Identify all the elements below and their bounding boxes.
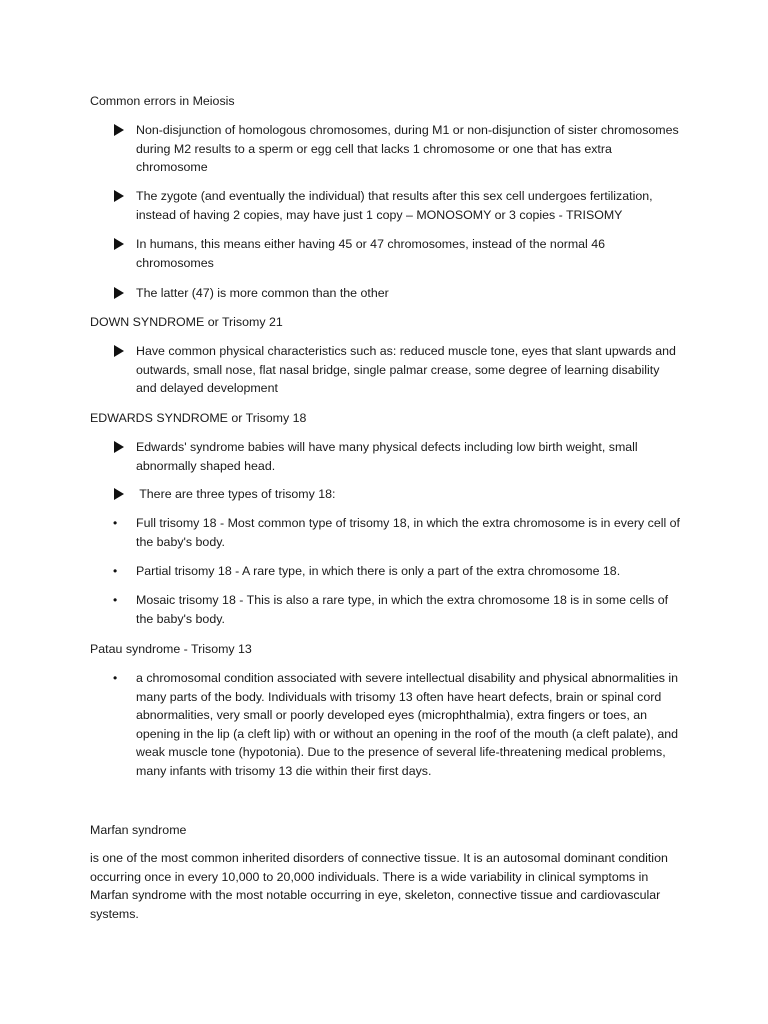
heading-patau-syndrome: Patau syndrome - Trisomy 13 <box>90 642 252 656</box>
arrow-bullet-icon <box>114 238 124 250</box>
edwards-type-mosaic: Mosaic trisomy 18 - This is also a rare type, in which the extra chromosome 18 is in some cells of the baby's body. <box>136 593 669 626</box>
meiosis-bullet-3: In humans, this means either having 45 or 47 chromosomes, instead of the normal 46 chromosomes <box>136 237 606 270</box>
dot-bullet-icon: • <box>113 671 118 685</box>
meiosis-bullet-1: Non-disjunction of homologous chromosomes, during M1 or non-disjunction of sister chromosomes during M2 results to a sperm or egg cell that lacks 1 chromosome or one that has extra chromosome <box>136 123 679 175</box>
edwards-type-partial: Partial trisomy 18 - A rare type, in which there is only a part of the extra chromosome 18. <box>136 564 621 578</box>
patau-bullet-1: a chromosomal condition associated with severe intellectual disability and physical abnormalities in many parts of the body. Individuals with trisomy 13 often have heart defects, brain or spinal cord abnormalities, very small or poorly developed eyes (microphthalmia), extra fingers or toes, an opening in the lip (a cleft lip) with or without an opening in the roof of the mouth (a cleft palate), and weak muscle tone (hypotonia). Due to the presence of several life-threatening medical problems, many infants with trisomy 13 die within their first days. <box>136 671 679 778</box>
meiosis-bullet-2: The zygote (and eventually the individual) that results after this sex cell undergoes fertilization, instead of having 2 copies, may have just 1 copy – MONOSOMY or 3 copies - TRISOMY <box>136 189 653 222</box>
marfan-paragraph: is one of the most common inherited disorders of connective tissue. It is an autosomal dominant condition occurring once in every 10,000 to 20,000 individuals. There is a wide variability in clinical symptoms in Marfan syndrome with the most notable occurring in eye, skeleton, connective tissue and cardiovascular systems. <box>90 851 668 921</box>
dot-bullet-icon: • <box>113 564 118 578</box>
heading-edwards-syndrome: EDWARDS SYNDROME or Trisomy 18 <box>90 411 307 425</box>
heading-down-syndrome: DOWN SYNDROME or Trisomy 21 <box>90 315 283 329</box>
heading-meiosis: Common errors in Meiosis <box>90 94 235 108</box>
arrow-bullet-icon <box>114 190 124 202</box>
down-bullet-1: Have common physical characteristics such as: reduced muscle tone, eyes that slant upwards and outwards, small nose, flat nasal bridge, single palmar crease, some degree of learning disability and delayed development <box>136 344 676 396</box>
arrow-bullet-icon <box>114 488 124 500</box>
dot-bullet-icon: • <box>113 516 118 530</box>
heading-marfan-syndrome: Marfan syndrome <box>90 823 187 837</box>
arrow-bullet-icon <box>114 124 124 136</box>
edwards-bullet-1: Edwards' syndrome babies will have many physical defects including low birth weight, small abnormally shaped head. <box>136 440 638 473</box>
edwards-bullet-2: There are three types of trisomy 18: <box>136 487 336 501</box>
dot-bullet-icon: • <box>113 593 118 607</box>
arrow-bullet-icon <box>114 345 124 357</box>
meiosis-bullet-4: The latter (47) is more common than the other <box>136 286 389 300</box>
arrow-bullet-icon <box>114 441 124 453</box>
edwards-type-full: Full trisomy 18 - Most common type of trisomy 18, in which the extra chromosome is in every cell of the baby's body. <box>136 516 680 549</box>
arrow-bullet-icon <box>114 287 124 299</box>
